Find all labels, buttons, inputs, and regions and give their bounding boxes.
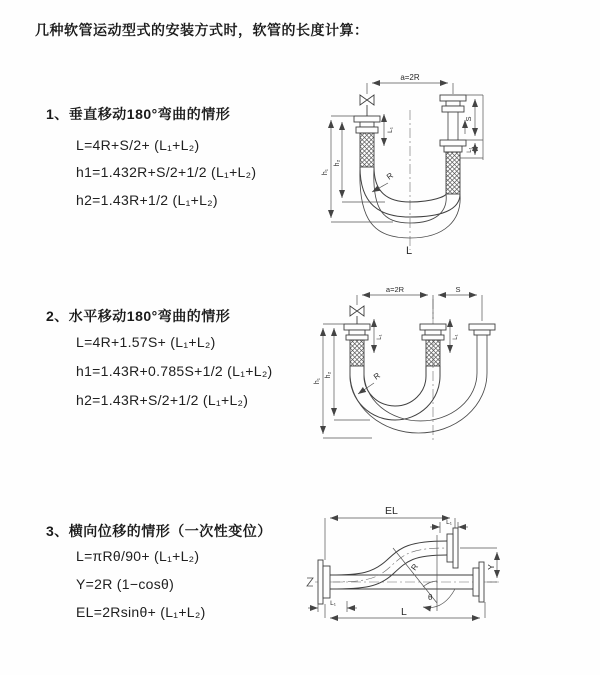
angle-label: θ [428, 593, 433, 602]
break-symbol [307, 578, 313, 586]
radius-label: R [384, 170, 395, 182]
dim-label-l1: L₁ [453, 334, 459, 340]
dim-label-h2: h₂ [334, 159, 341, 167]
extension-line [325, 518, 455, 560]
braided-hose [360, 133, 374, 167]
section-1-formula-l: L=4R+S/2+ (L₁+L₂) [76, 137, 200, 153]
section-3-formula-l: L=πRθ/90+ (L₁+L₂) [76, 548, 200, 564]
dim-label-h2: h₂ [325, 371, 332, 379]
dim-label-l1: L₁ [467, 147, 473, 153]
section-2-formula-h2: h2=1.43R+S/2+1/2 (L₁+L₂) [76, 392, 249, 408]
dim-label-a2r: a=2R [385, 285, 405, 294]
section-1-heading: 1、垂直移动180°弯曲的情形 [46, 106, 231, 122]
flange [447, 528, 458, 568]
dim-label-h1: h₁ [314, 377, 321, 385]
dim-label-l1: L₁ [330, 600, 336, 607]
flange [344, 324, 370, 340]
flange [318, 560, 330, 604]
dim-label-el: EL [385, 505, 398, 517]
dim-label-h1: h₁ [322, 168, 329, 176]
section-2-formula-h1: h1=1.43R+0.785S+1/2 (L₁+L₂) [76, 363, 273, 379]
diagram-horizontal-180-bend [312, 283, 594, 461]
radius-label: R [409, 562, 421, 573]
braided-hose [446, 152, 460, 194]
flange [469, 324, 495, 335]
dim-label-y: Y [486, 564, 496, 570]
valve-icon [350, 306, 364, 324]
dim-label-a2r: a=2R [400, 73, 420, 82]
section-3-formula-el: EL=2Rsinθ+ (L₁+L₂) [76, 604, 206, 620]
dim-label-s: S [455, 285, 461, 294]
diagram-lateral-displacement [303, 503, 597, 665]
section-3-formula-y: Y=2R (1−cosθ) [76, 576, 175, 592]
braided-hose [426, 340, 440, 366]
section-2-formula-l: L=4R+1.57S+ (L₁+L₂) [76, 334, 216, 350]
valve-icon [360, 95, 374, 116]
dim-label-l1: L₁ [377, 334, 383, 340]
diagram-vertical-180-bend [315, 70, 583, 260]
section-3-heading: 3、横向位移的情形（一次性变位） [46, 523, 272, 539]
flange [354, 116, 380, 133]
page-title: 几种软管运动型式的安装方式时，软管的长度计算： [35, 22, 369, 38]
pipe-stem [448, 112, 458, 140]
braided-hose [350, 340, 364, 366]
hose-curve [350, 345, 487, 433]
dim-label-l1: L₁ [446, 519, 452, 526]
extension-line [367, 83, 453, 94]
flange [473, 562, 484, 602]
extension-line [357, 295, 482, 321]
flange [420, 324, 446, 340]
section-2-heading: 2、水平移动180°弯曲的情形 [46, 308, 231, 324]
radius-label: R [371, 370, 382, 382]
dim-label-s: S [464, 116, 473, 122]
flange [440, 140, 466, 152]
length-label: L [406, 245, 413, 257]
length-label: L [401, 606, 407, 618]
section-1-formula-h1: h1=1.432R+S/2+1/2 (L₁+L₂) [76, 164, 257, 180]
dim-label-l1: L₁ [387, 127, 394, 133]
section-1-formula-h2: h2=1.43R+1/2 (L₁+L₂) [76, 192, 218, 208]
pipe-stem [477, 335, 487, 345]
flange [440, 95, 466, 112]
